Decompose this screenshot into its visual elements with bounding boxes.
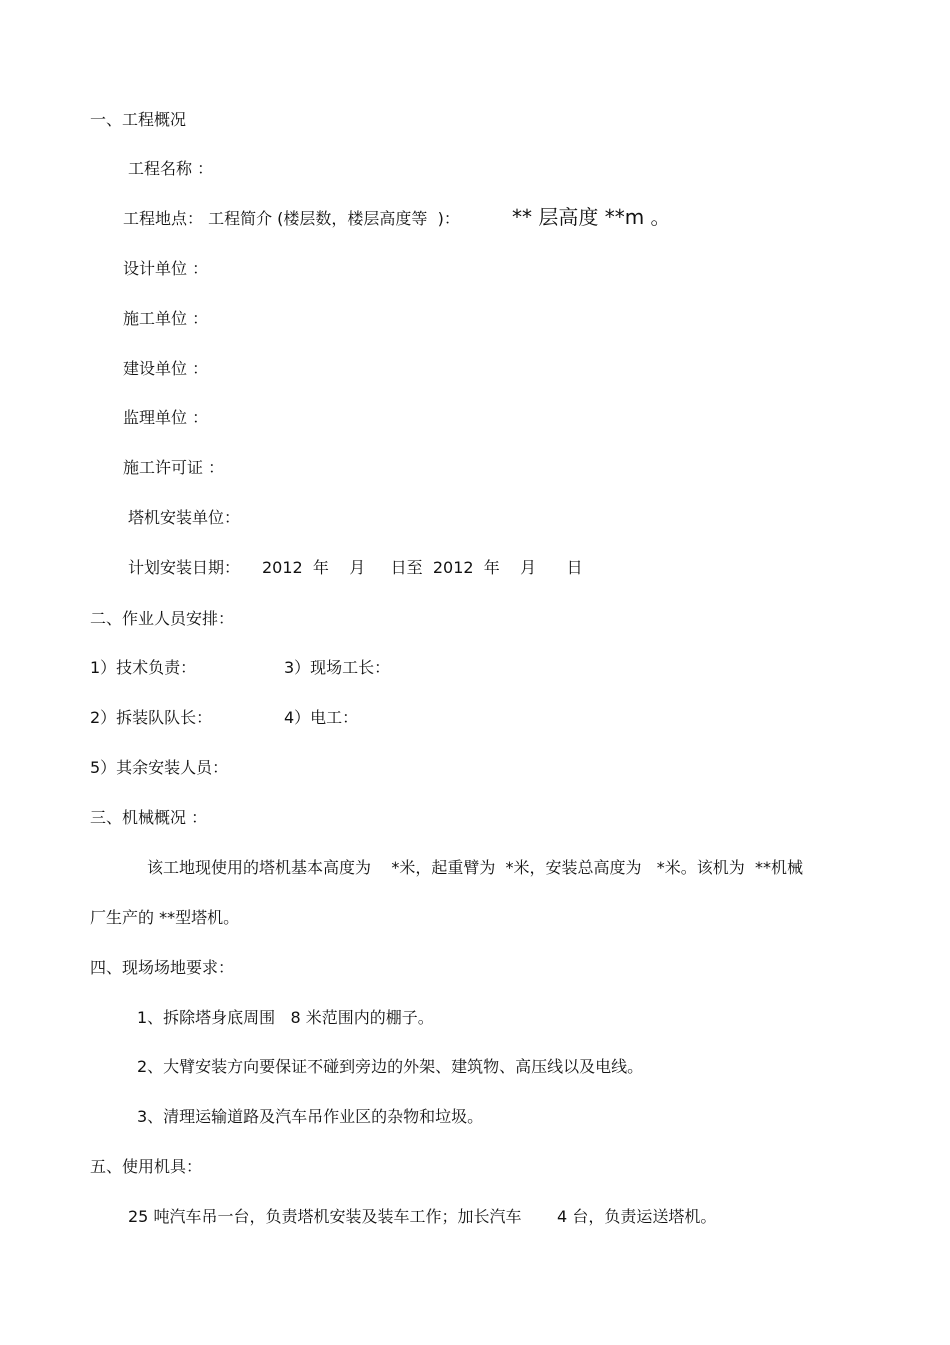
section1-heading: 一、工程概况	[90, 110, 187, 129]
staff-item-tech-lead: 1）技术负责：	[90, 658, 197, 677]
supervision-unit-label: 监理单位 ：	[123, 408, 209, 427]
design-unit-label: 设计单位 ：	[123, 259, 209, 278]
project-name-label: 工程名称 ：	[128, 159, 214, 178]
section2-heading: 二、作业人员安排：	[90, 609, 235, 628]
staff-item-electrician: 4）电工：	[284, 708, 359, 727]
project-site-value: ** 层高度 **m 。	[512, 205, 671, 229]
section5-heading: 五、使用机具：	[90, 1157, 203, 1176]
construction-unit-label: 施工单位 ：	[123, 309, 209, 328]
section3-heading: 三、机械概况 ：	[90, 808, 208, 827]
staff-item-team-leader: 2）拆装队队长：	[90, 708, 213, 727]
owner-unit-label: 建设单位 ：	[123, 359, 209, 378]
tools-line: 25 吨汽车吊一台，负责塔机安装及装车工作；加长汽车 4 台，负责运送塔机。	[128, 1207, 717, 1226]
project-site-label: 工程地点： 工程简介 (楼层数，楼层高度等 )：	[123, 209, 460, 228]
planned-date-label: 计划安装日期：	[128, 558, 241, 577]
staff-item-other-installers: 5）其余安装人员：	[90, 758, 229, 777]
site-requirement-1: 1、拆除塔身底周围 8 米范围内的棚子。	[137, 1008, 434, 1027]
crane-installer-label: 塔机安装单位：	[128, 508, 241, 527]
site-requirement-3: 3、清理运输道路及汽车吊作业区的杂物和垃圾。	[137, 1107, 484, 1126]
staff-item-site-foreman: 3）现场工长：	[284, 658, 391, 677]
planned-date-value: 2012 年 月 日至 2012 年 月 日	[262, 558, 583, 577]
section4-heading: 四、现场场地要求：	[90, 958, 235, 977]
permit-label: 施工许可证 ：	[123, 458, 225, 477]
machine-paragraph-line2: 厂生产的 **型塔机。	[90, 908, 240, 927]
site-requirement-2: 2、大臂安装方向要保证不碰到旁边的外架、建筑物、高压线以及电线。	[137, 1057, 644, 1076]
machine-paragraph-line1: 该工地现使用的塔机基本高度为 *米，起重臂为 *米，安装总高度为 *米。该机为 **机械	[147, 858, 803, 877]
